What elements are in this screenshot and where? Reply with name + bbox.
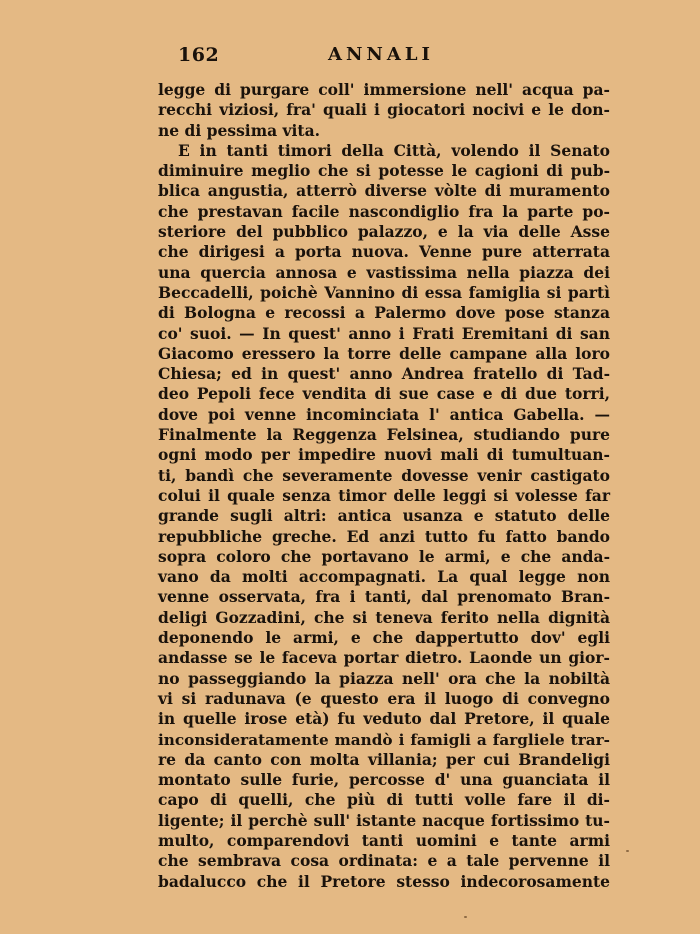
text-line: co' suoi. — In quest' anno i Frati Eremitani di san [158,323,610,343]
text-line: Beccadelli, poichè Vannino di essa famiglia si partì [158,282,610,302]
text-line: steriore del pubblico palazzo, e la via delle Asse [158,222,610,242]
text-line: Finalmente la Reggenza Felsinea, studiando pure [158,425,610,445]
text-line: no passeggiando la piazza nell' ora che la nobiltà [158,668,610,688]
text-line: ti, bandì che severamente dovesse venir castigato [158,465,610,485]
text-line: andasse se le faceva portar dietro. Laonde un gior- [158,648,610,668]
text-line: dove poi venne incominciata l' antica Gabella. — [158,404,610,424]
text-line: Giacomo eressero la torre delle campane alla loro [158,343,610,363]
text-line: inconsideratamente mandò i famigli a fargliele trar- [158,730,610,749]
page-number: 162 [178,44,220,66]
page-header [158,44,610,70]
text-line: ogni modo per impedire nuovi mali di tumultuan- [158,445,610,465]
text-line: che sembrava cosa ordinata: e a tale pervenne il [158,851,610,871]
text-line: deligi Gozzadini, che si teneva ferito nella dignità [158,607,610,627]
text-line: ligente; il perchè sull' istante nacque fortissimo tu- [158,810,610,830]
paper-speck [626,850,629,852]
text-line: E in tanti timori della Città, volendo il Senato [178,140,610,160]
text-line: re da canto con molta villania; per cui Brandeligi [158,749,610,769]
text-line: legge di purgare coll' immersione nell' acqua pa- [158,80,610,99]
text-line: Chiesa; ed in quest' anno Andrea fratello di Tad- [158,364,610,384]
text-line: recchi viziosi, fra' quali i giocatori nocivi e le don- [158,100,610,120]
running-head: ANNALI [328,44,434,65]
paper-speck [464,916,467,918]
text-line: vi si radunava (e questo era il luogo di convegno [158,688,610,708]
text-line: di Bologna e recossi a Palermo dove pose stanza [158,303,610,323]
text-line: venne osservata, fra i tanti, dal prenomato Bran- [158,587,610,607]
text-line: diminuire meglio che si potesse le cagioni di pub- [158,161,610,181]
text-line: che prestavan facile nascondiglio fra la parte po- [158,201,610,221]
text-line: una quercia annosa e vastissima nella piazza dei [158,262,610,282]
text-line: vano da molti accompagnati. La qual legge non [158,567,610,587]
text-line: capo di quelli, che più di tutti volle fare il di- [158,790,610,810]
text-line: grande sugli altri: antica usanza e statuto delle [158,506,610,526]
text-line: deponendo le armi, e che dappertutto dov' egli [158,628,610,648]
text-line: blica angustia, atterrò diverse vòlte di muramento [158,181,610,201]
text-line: repubbliche greche. Ed anzi tutto fu fatto bando [158,526,610,546]
body-text [158,80,610,892]
text-line: che dirigesi a porta nuova. Venne pure atterrata [158,242,610,262]
text-line: in quelle irose età) fu veduto dal Pretore, il quale [158,709,610,729]
text-line: badalucco che il Pretore stesso indecorosamente [158,871,610,891]
text-line: montato sulle furie, percosse d' una guanciata il [158,770,610,790]
text-line: deo Pepoli fece vendita di sue case e di due torri, [158,384,610,404]
text-line: colui il quale senza timor delle leggi si volesse far [158,485,610,505]
text-line: sopra coloro che portavano le armi, e che anda- [158,546,610,566]
text-line: ne di pessima vita. [158,120,321,140]
text-line: multo, comparendovi tanti uomini e tante armi [158,830,610,850]
